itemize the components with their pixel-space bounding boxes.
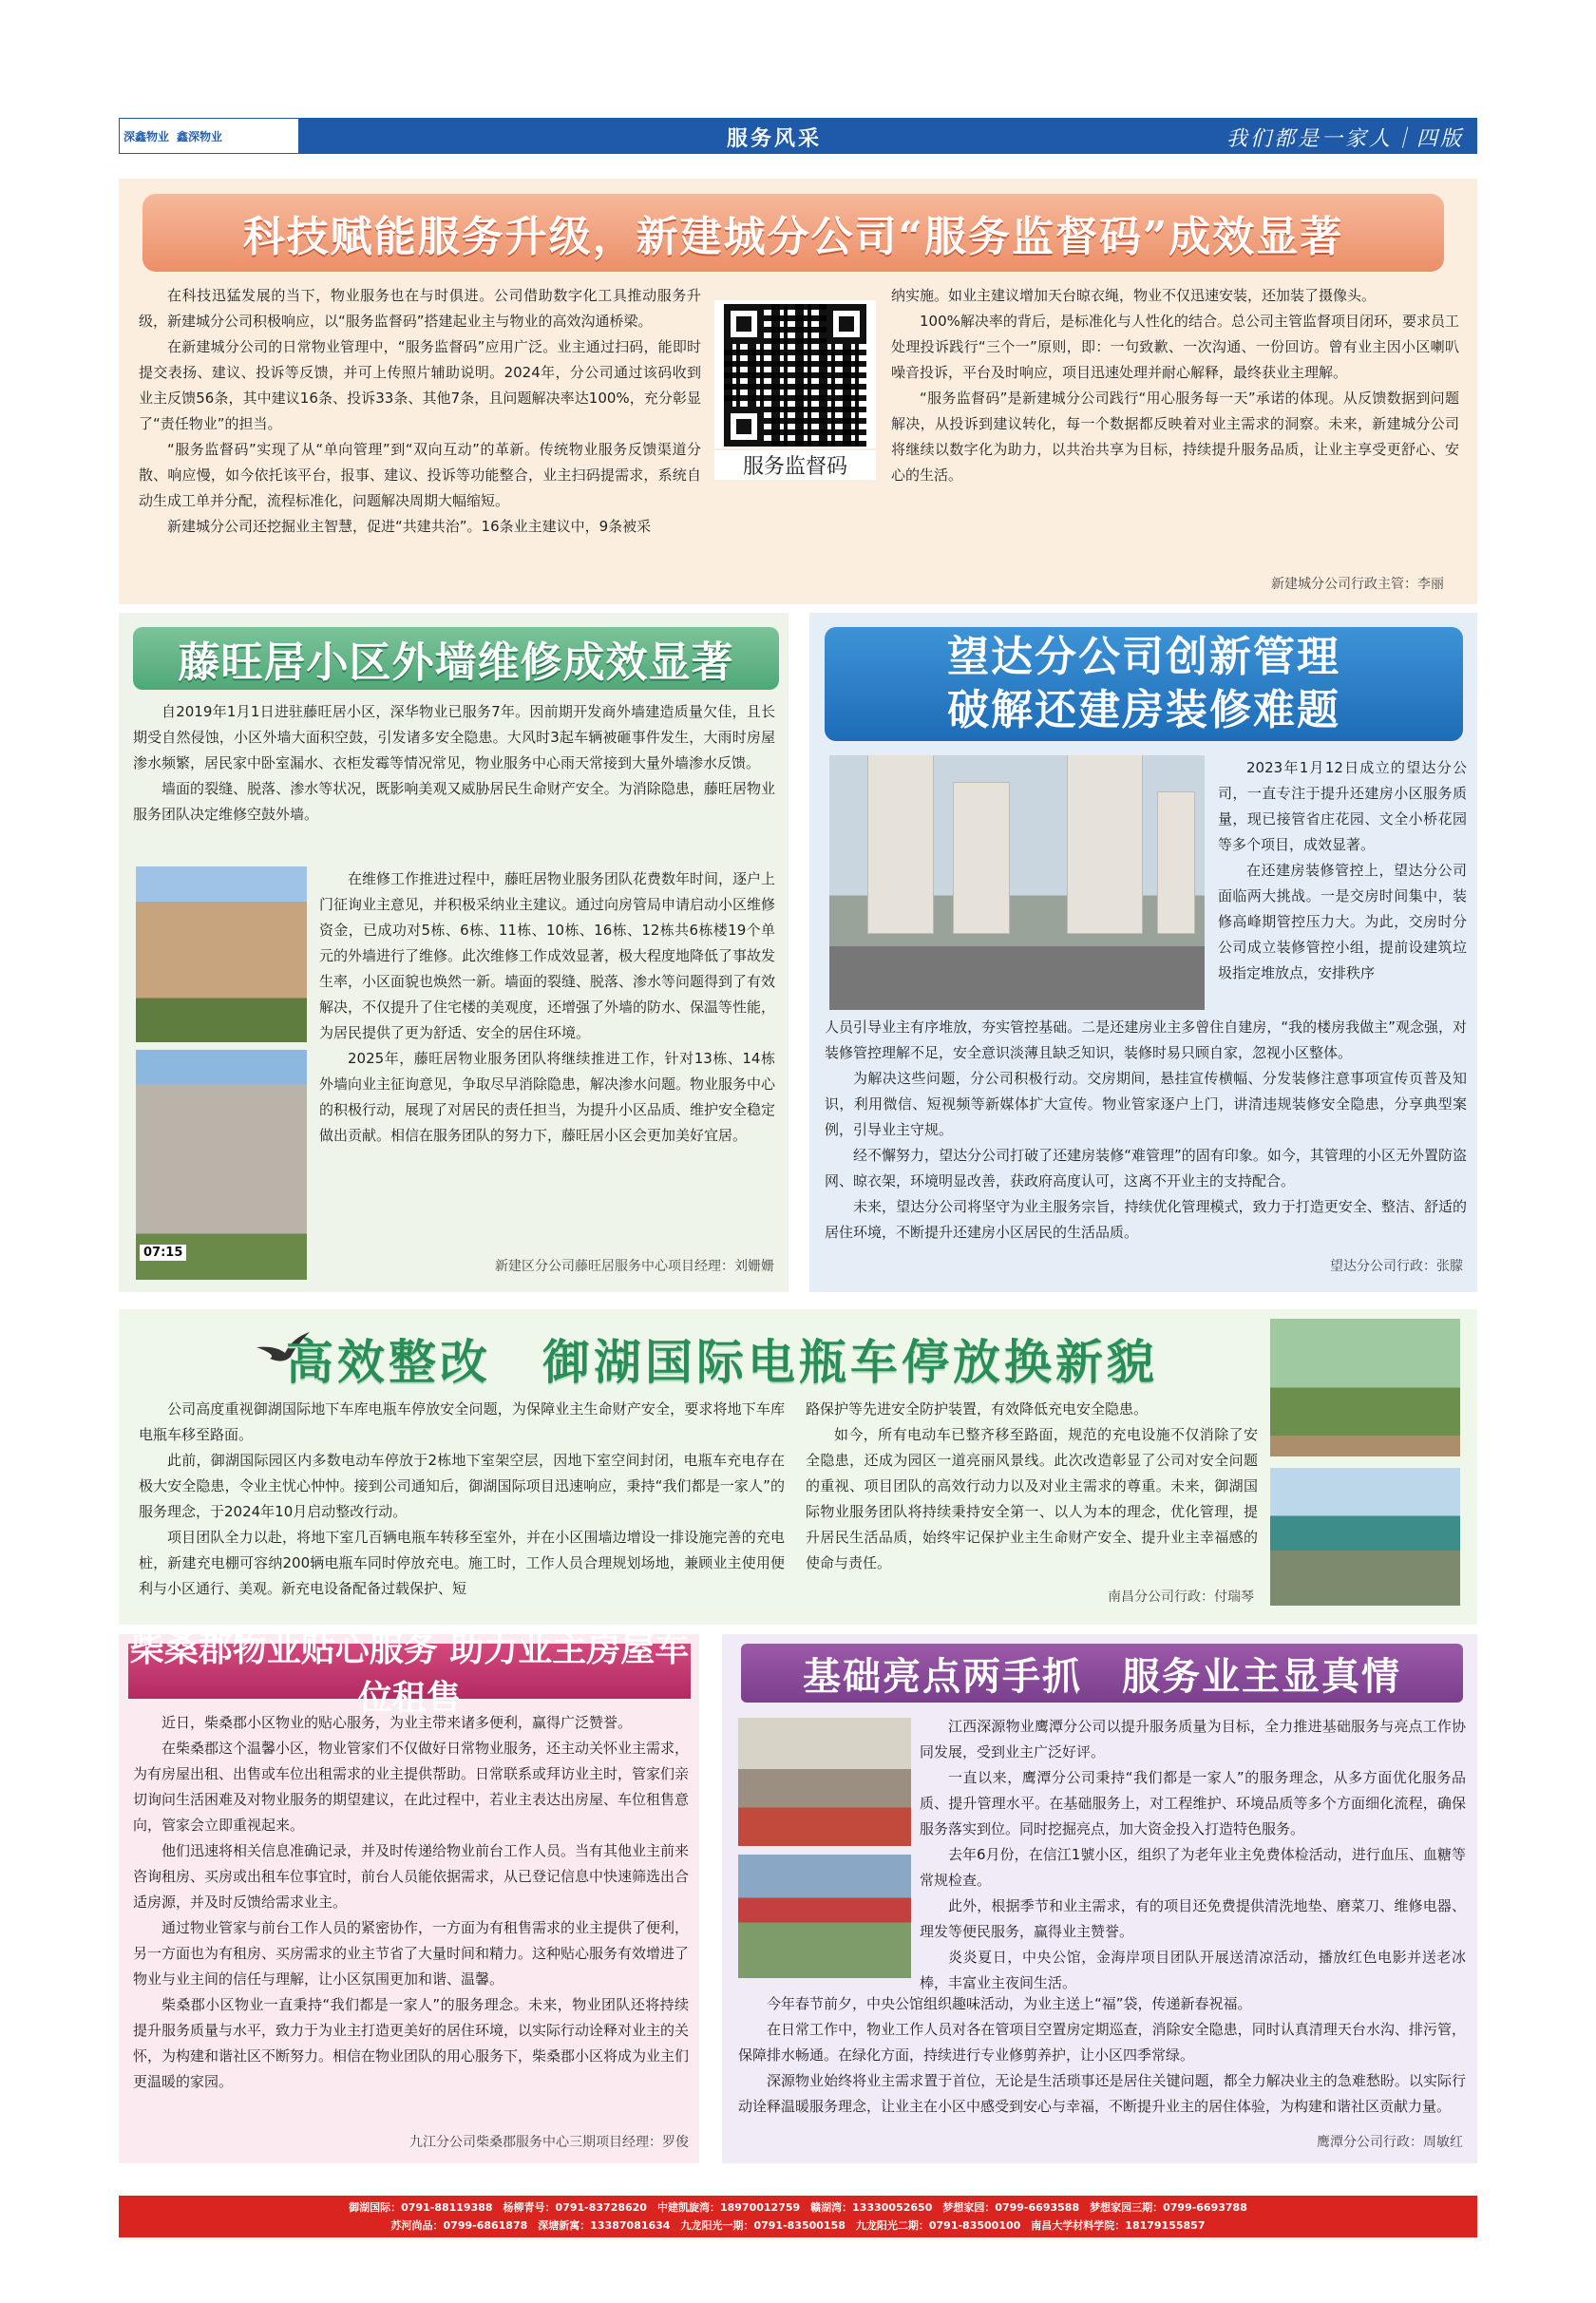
article-6-bottom-text <box>738 1991 1466 2120</box>
logo-text-2: 鑫深物业 <box>177 129 223 143</box>
article-2-para: 2025年，藤旺居物业服务团队将继续推进工作，针对13栋、14栋外墙向业主征询意见，争取尽早消除隐患，解决渗水问题。物业服务中心的积极行动，展现了对居民的责任担当，为提升小区品质、维护安全稳定做出贡献。相信在服务团队的努力下，藤旺居小区会更加美好宜居。 <box>319 1050 776 1144</box>
footer-line-2: 苏河尚品：0799-6861878 深塘新寓：13387081634 九龙阳光一期：0791-83500158 九龙阳光二期：0791-83500100 南昌大学材料学院：18179155857 <box>390 2219 1206 2232</box>
article-5-text <box>133 1710 689 2095</box>
article-4-signature: 南昌分公司行政：付瑞琴 <box>1108 1589 1254 1605</box>
article-1-signature: 新建城分公司行政主管：李丽 <box>1271 577 1444 592</box>
article-5-para: 柴桑郡小区物业一直秉持“我们都是一家人”的服务理念。未来，物业团队还将持续提升服务质量与水平，致力于为业主打造更美好的居住环境，以实际行动诠释对业主的关怀，为构建和谐社区不断努力。相信在物业团队的用心服务下，柴桑郡小区将成为业主们更温暖的家园。 <box>133 1996 690 2090</box>
article-4-para: 路保护等先进安全防护装置，有效降低充电安全隐患。 <box>806 1400 1149 1418</box>
article-6-para: 江西深源物业鹰潭分公司以提升服务质量为目标，全力推进基础服务与亮点工作协同发展，受到业主广泛好评。 <box>920 1718 1466 1761</box>
article-1-title: 科技赋能服务升级，新建城分公司“服务监督码”成效显著 <box>142 194 1444 272</box>
article-1-para: 在新建城分公司的日常物业管理中，“服务监督码”应用广泛。业主通过扫码，能即时提交表扬、建议、投诉等反馈，并可上传照片辅助说明。2024年，分公司通过该码收到业主反馈56条，其中建议16条、投诉33条、其他7条，且问题解决率达100%，充分彰显了“责任物业”的担当。 <box>139 338 701 432</box>
logo-text-1: 深鑫物业 <box>124 129 170 143</box>
article-2-top-text <box>133 699 775 828</box>
article-1-para: 新建城分公司还挖掘业主智慧，促进“共建共治”。16条业主建议中，9条被采 <box>167 518 652 535</box>
article-3-side-text <box>1218 755 1467 986</box>
article-5-title: 柴桑郡物业贴心服务 助力业主房屋车位租售 <box>129 1629 690 1718</box>
article-2-para: 在维修工作推进过程中，藤旺居物业服务团队花费数年时间，逐户上门征询业主意见，并积极采纳业主建议。通过向房管局申请启动小区维修资金，已成功对5栋、6栋、11栋、10栋、16栋、12栋共6栋楼19个单元的外墙进行了维修。此次维修工作成效显著，极大程度地降低了事故发生率，小区面貌也焕然一新。墙面的裂缝、脱落、渗水等问题得到了有效解决，不仅提升了住宅楼的美观度，还增强了外墙的防水、保温等性能，为居民提供了更为舒适、安全的居住环境。 <box>319 870 776 1041</box>
article-2-para: 墙面的裂缝、脱落、渗水等状况，既影响美观又威胁居民生命财产安全。为消除隐患，藤旺居物业服务团队决定维修空鼓外墙。 <box>133 780 775 823</box>
article-6-para: 今年春节前夕，中央公馆组织趣味活动，为业主送上“福”袋，传递新春祝福。 <box>767 1995 1252 2012</box>
community-activity-photo-1 <box>738 1718 911 1846</box>
parking-area-photo-2 <box>1270 1468 1460 1606</box>
article-4-right-column <box>806 1397 1258 1576</box>
article-3-bottom-text <box>825 1015 1467 1246</box>
article-2-title: 藤旺居小区外墙维修成效显著 <box>133 627 779 690</box>
article-5-para: 他们迅速将相关信息准确记录，并及时传递给物业前台工作人员。当有其他业主前来咨询租房、买房或出租车位事宜时，前台人员能依据需求，从已登记信息中快速筛选出合适房源，并及时反馈给需求业主。 <box>133 1842 690 1911</box>
article-3-para: 未来，望达分公司将坚守为业主服务宗旨，持续优化管理模式，致力于打造更安全、整洁、舒适的居住环境，不断提升还建房小区居民的生活品质。 <box>825 1198 1467 1241</box>
article-5-signature: 九江分公司柴桑郡服务中心三期项目经理：罗俊 <box>409 2135 689 2150</box>
article-3-para: 在还建房装修管控上，望达分公司面临两大挑战。一是交房时间集中，装修高峰期管控压力大。为此，交房时分公司成立装修管控小组，提前设建筑垃圾指定堆放点，安排秩序 <box>1218 862 1467 981</box>
article-6-para: 在日常工作中，物业工作人员对各在管项目空置房定期巡查，消除安全隐患，同时认真清理天台水沟、排污管，保障排水畅通。在绿化方面，持续进行专业修剪养护，让小区四季常绿。 <box>738 2021 1466 2064</box>
article-3-para: 为解决这些问题，分公司积极行动。交房期间，悬挂宣传横幅、分发装修注意事项宣传页普及知识，利用微信、短视频等新媒体扩大宣传。物业管家逐户上门，讲清违规装修安全隐患，分享典型案例，引导业主守规。 <box>825 1070 1467 1138</box>
building-photo-1 <box>136 866 307 1042</box>
article-3-para: 2023年1月12日成立的望达分公司，一直专注于提升还建房小区服务质量，现已接管省庄花园、文全小桥花园等多个项目，成效显著。 <box>1218 759 1467 853</box>
section-title: 服务风采 <box>727 126 823 151</box>
brand-logo <box>119 118 299 154</box>
article-4-para: 如今，所有电动车已整齐移至路面，规范的充电设施不仅消除了安全隐患，还成为园区一道亮丽风景线。此次改造彰显了公司对安全问题的重视、项目团队的高效行动力以及对业主需求的尊重。未来，御湖国际物业服务团队将持续秉持安全第一、以人为本的理念，优化管理，提升居民生活品质，始终牢记保护业主生命财产安全、提升业主幸福感的使命与责任。 <box>806 1426 1258 1571</box>
parking-area-photo-1 <box>1270 1319 1460 1456</box>
article-6-signature: 鹰潭分公司行政：周敏红 <box>1317 2135 1463 2150</box>
article-5-para: 近日，柴桑郡小区物业的贴心服务，为业主带来诸多便利，赢得广泛赞誉。 <box>162 1714 633 1731</box>
article-2-para: 自2019年1月1日进驻藤旺居小区，深华物业已服务7年。因前期开发商外墙建造质量欠佳，且长期受自然侵蚀，小区外墙大面积空鼓，引发诸多安全隐患。大风时3起车辆被砸事件发生，大雨时房屋渗水频繁，居民家中卧室漏水、衣柜发霉等情况常见，物业服务中心雨天常接到大量外墙渗水反馈。 <box>133 703 775 771</box>
qr-code-label: 服务监督码 <box>714 450 876 480</box>
article-6-para: 去年6月份，在信江1號小区，组织了为老年业主免费体检活动，进行血压、血糖等常规检查。 <box>920 1846 1466 1889</box>
article-1-para: 纳实施。如业主建议增加天台晾衣绳，物业不仅迅速安装，还加装了摄像头。 <box>891 287 1377 304</box>
article-5-para: 在柴桑郡这个温馨小区，物业管家们不仅做好日常物业服务，还主动关怀业主需求，为有房屋出租、出售或车位出租需求的业主提供帮助。日常联系或拜访业主时，管家们亲切询问生活困难及对物业服务的期望建议，在此过程中，若业主表达出房屋、车位租售意向，管家会立即重视起来。 <box>133 1740 690 1834</box>
contact-footer <box>119 2196 1477 2237</box>
article-6-para: 炎炎夏日，中央公馆，金海岸项目团队开展送清凉活动，播放红色电影并送老冰棒，丰富业主夜间生活。 <box>920 1949 1466 1991</box>
article-4-para: 公司高度重视御湖国际地下车库电瓶车停放安全问题，为保障业主生命财产安全，要求将地下车库电瓶车移至路面。 <box>139 1400 785 1443</box>
article-4-para: 此前，御湖国际园区内多数电动车停放于2栋地下室架空层，因地下室空间封闭，电瓶车充电存在极大安全隐患，令业主忧心忡忡。接到公司通知后，御湖国际项目迅速响应，秉持“我们都是一家人”的服务理念，于2024年10月启动整改行动。 <box>139 1452 785 1520</box>
building-photo-2 <box>136 1050 307 1280</box>
article-3-title-line-2: 破解还建房装修难题 <box>947 686 1340 734</box>
article-3-para: 人员引导业主有序堆放，夯实管控基础。二是还建房业主多曾住自建房，“我的楼房我做主”观念强，对装修管控理解不足，安全意识淡薄且缺乏知识，装修时易只顾自家，忽视小区整体。 <box>825 1018 1467 1061</box>
article-2-signature: 新建区分公司藤旺居服务中心项目经理：刘姗姗 <box>495 1259 774 1274</box>
photo-timestamp: 07:15 <box>140 1245 186 1261</box>
article-1-para: 在科技迅猛发展的当下，物业服务也在与时俱进。公司借助数字化工具推动服务升级，新建城分公司积极响应，以“服务监督码”搭建起业主与物业的高效沟通桥梁。 <box>139 287 701 330</box>
article-6-para: 一直以来，鹰潭分公司秉持“我们都是一家人”的服务理念，从多方面优化服务品质、提升管理水平。在基础服务上，对工程维护、环境品质等多个方面细化流程，确保服务落实到位。同时挖掘亮点，加大资金投入打造特色服务。 <box>920 1769 1466 1837</box>
article-1-para: 100%解决率的背后，是标准化与人性化的结合。总公司主管监督项目闭环，要求员工处理投诉践行“三个一”原则，即：一句致歉、一次沟通、一份回访。曾有业主因小区喇叭噪音投诉，平台及时响应，项目迅速处理并耐心解释，最终获业主理解。 <box>891 313 1459 381</box>
article-5-para: 通过物业管家与前台工作人员的紧密协作，一方面为有租售需求的业主提供了便利，另一方面也为有租房、买房需求的业主节省了大量时间和精力。这种贴心服务有效增进了物业与业主间的信任与理解，让小区氛围更加和谐、温馨。 <box>133 1919 690 1988</box>
article-6-para: 此外，根据季节和业主需求，有的项目还免费提供清洗地垫、磨菜刀、维修电器、理发等便民服务，赢得业主赞誉。 <box>920 1897 1466 1940</box>
footer-line-1: 御湖国际：0791-88119388 杨柳青号：0791-83728620 中建凯旋湾：18970012759 赣湖湾：13330052650 梦想家园：0799-6693588 梦想家园三期：0799-6693788 <box>349 2201 1247 2214</box>
article-1-para: “服务监督码”是新建城分公司践行“用心服务每一天”承诺的体现。从反馈数据到问题解决，从投诉到建议转化，每一个数据都反映着对业主需求的洞察。未来，新建城分公司将继续以数字化为助力，以共治共享为目标，持续提升服务品质，让业主享受更舒心、安心的生活。 <box>891 390 1459 484</box>
article-4-para: 项目团队全力以赴，将地下室几百辆电瓶车转移至室外，并在小区围墙边增设一排设施完善的充电桩，新建充电棚可容纳200辆电瓶车同时停放充电。施工时，工作人员合理规划场地，兼顾业主使用便利与小区通行、美观。新充电设备配备过载保护、短 <box>139 1529 785 1597</box>
article-6-title: 基础亮点两手抓 服务业主显真情 <box>741 1644 1463 1703</box>
qr-code-image <box>714 300 876 448</box>
page-header <box>119 118 1477 154</box>
slogan: 我们都是一家人｜四版 <box>1226 127 1464 151</box>
article-6-side-text <box>920 1714 1466 1996</box>
article-3-signature: 望达分公司行政：张朦 <box>1330 1259 1463 1274</box>
article-3-title-line-1: 望达分公司创新管理 <box>947 633 1340 681</box>
article-1-left-column <box>139 283 701 540</box>
article-2-side-text <box>319 866 775 1149</box>
article-4-left-column <box>139 1397 785 1602</box>
article-3-para: 经不懈努力，望达分公司打破了还建房装修“难管理”的固有印象。如今，其管理的小区无外置防盗网、晾衣架，环境明显改善，获政府高度认可，这离不开业主的支持配合。 <box>825 1147 1467 1190</box>
article-4-title: 高效整改 御湖国际电瓶车停放换新貌 <box>286 1334 1158 1390</box>
article-1-right-column <box>891 283 1459 488</box>
article-6-para: 深源物业始终将业主需求置于首位，无论是生活琐事还是居住关键问题，都全力解决业主的急难愁盼。以实际行动诠释温暖服务理念，让业主在小区中感受到安心与幸福，不断提升业主的居住体验，为构建和谐社区贡献力量。 <box>738 2072 1466 2115</box>
residential-gate-photo <box>829 755 1205 1010</box>
community-activity-photo-2 <box>738 1855 911 1978</box>
article-3-title <box>825 627 1463 741</box>
article-1-para: “服务监督码”实现了从“单向管理”到“双向互动”的革新。传统物业服务反馈渠道分散、响应慢，如今依托该平台，报事、建议、投诉等功能整合，业主扫码提需求，系统自动生成工单并分配，流程标准化，问题解决周期大幅缩短。 <box>139 441 701 509</box>
